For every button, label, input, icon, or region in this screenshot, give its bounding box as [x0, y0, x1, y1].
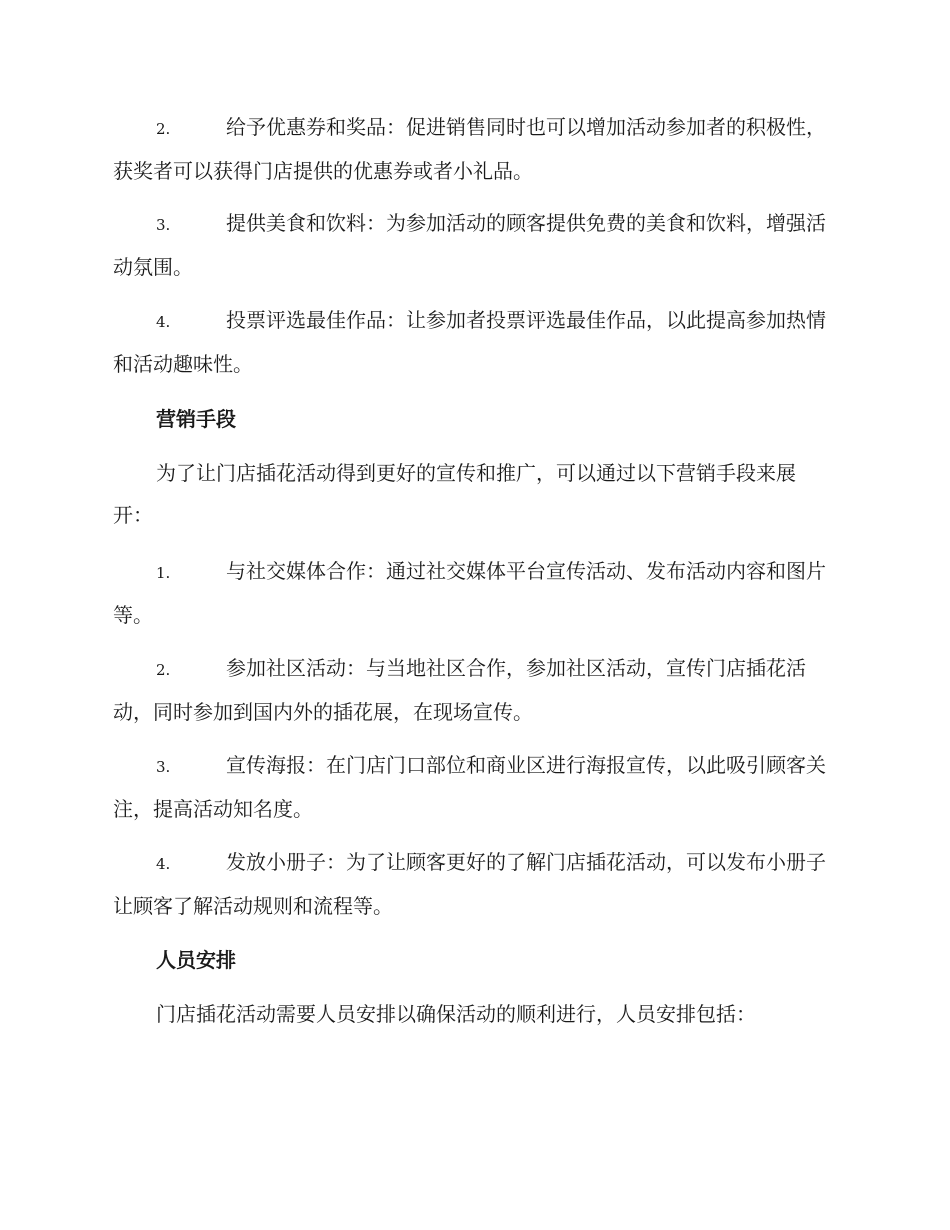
- list-number: 3.: [156, 758, 171, 776]
- list-number: 2.: [156, 661, 171, 679]
- list-item: [113, 647, 835, 733]
- list-text: 参加社区活动：与当地社区合作，参加社区活动，宣传门店插花活动，同时参加到国内外的插花展，在现场宣传。: [113, 656, 806, 724]
- list-text: 提供美食和饮料：为参加活动的顾客提供免费的美食和饮料，增强活动氛围。: [113, 211, 826, 279]
- list-text: 发放小册子：为了让顾客更好的了解门店插花活动，可以发布小册子让顾客了解活动规则和流程等。: [113, 850, 826, 918]
- list-text: 给予优惠券和奖品：促进销售同时也可以增加活动参加者的积极性，获奖者可以获得门店提供的优惠券或者小礼品。: [113, 115, 826, 183]
- marketing-intro: 为了让门店插花活动得到更好的宣传和推广，可以通过以下营销手段来展开：: [113, 461, 796, 527]
- list-number: 4.: [156, 313, 171, 331]
- list-number: 4.: [156, 855, 171, 873]
- list-number: 2.: [156, 120, 171, 138]
- list-item: [113, 299, 835, 385]
- list-item: [113, 202, 835, 288]
- list-number: 3.: [156, 216, 171, 234]
- list-text: 宣传海报：在门店门口部位和商业区进行海报宣传，以此吸引顾客关注，提高活动知名度。: [113, 753, 826, 821]
- list-text: 与社交媒体合作：通过社交媒体平台宣传活动、发布活动内容和图片等。: [113, 559, 826, 627]
- staffing-intro: 门店插花活动需要人员安排以确保活动的顺利进行，人员安排包括：: [156, 1002, 756, 1026]
- section-heading-marketing: 营销手段: [156, 407, 236, 431]
- list-number: 1.: [156, 564, 171, 582]
- list-item: [113, 106, 835, 192]
- list-item: [113, 841, 835, 927]
- list-item: [113, 744, 835, 830]
- list-item: [113, 550, 835, 636]
- list-text: 投票评选最佳作品：让参加者投票评选最佳作品，以此提高参加热情和活动趣味性。: [113, 308, 826, 376]
- section-heading-staffing: 人员安排: [156, 948, 236, 972]
